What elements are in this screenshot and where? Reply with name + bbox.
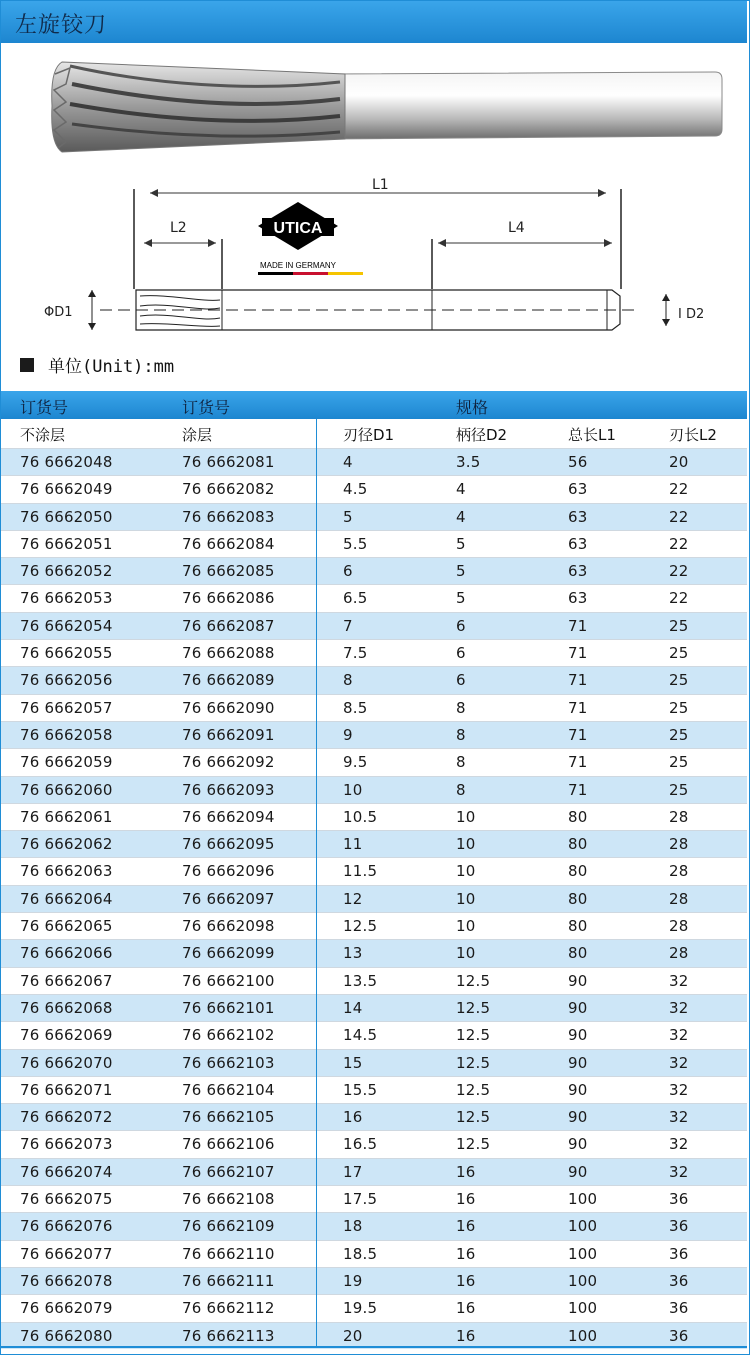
cell-l2: 32 [669,1080,689,1099]
cell-order-coated: 76 6662097 [182,889,275,908]
cell-order-uncoated: 76 6662070 [20,1053,113,1072]
cell-order-uncoated: 76 6662065 [20,917,113,936]
table-row [1,885,747,912]
cell-l1: 90 [568,1053,588,1072]
cell-d2: 8 [456,780,466,799]
cell-order-coated: 76 6662085 [182,562,275,581]
table-row [1,530,747,557]
cell-d1: 16 [343,1108,363,1127]
header-order-no-coated: 订货号 [182,398,231,417]
cell-l2: 32 [669,1108,689,1127]
cell-order-uncoated: 76 6662052 [20,562,113,581]
table-row [1,1103,747,1130]
cell-d2: 12.5 [456,998,491,1017]
table-row [1,694,747,721]
cell-d2: 16 [456,1271,476,1290]
cell-order-coated: 76 6662109 [182,1217,275,1236]
reamer-outline [88,290,670,330]
cell-d1: 12.5 [343,917,378,936]
cell-l1: 90 [568,1080,588,1099]
cell-order-coated: 76 6662113 [182,1326,275,1345]
cell-d2: 16 [456,1244,476,1263]
cell-order-uncoated: 76 6662075 [20,1190,113,1209]
cell-d2: 8 [456,698,466,717]
table-row [1,830,747,857]
cell-order-uncoated: 76 6662080 [20,1326,113,1345]
table-bottom-border [1,1346,747,1348]
table-header-sub [1,420,747,447]
cell-d2: 6 [456,616,466,635]
cell-order-uncoated: 76 6662077 [20,1244,113,1263]
cell-l2: 36 [669,1299,689,1318]
cell-order-uncoated: 76 6662066 [20,944,113,963]
cell-l2: 28 [669,862,689,881]
cell-order-uncoated: 76 6662059 [20,753,113,772]
cell-l1: 56 [568,453,588,471]
cell-order-uncoated: 76 6662071 [20,1080,113,1099]
table-row [1,857,747,884]
cell-l2: 22 [669,562,689,581]
cell-l1: 100 [568,1190,598,1209]
cell-d2: 10 [456,835,476,854]
cell-d1: 16.5 [343,1135,378,1154]
cell-d2: 10 [456,944,476,963]
cell-d1: 19.5 [343,1299,378,1318]
cell-order-coated: 76 6662089 [182,671,275,690]
cell-l1: 100 [568,1244,598,1263]
cell-l1: 71 [568,780,588,799]
table-row [1,1158,747,1185]
cell-d1: 12 [343,889,363,908]
unit-note [20,352,174,377]
cell-order-uncoated: 76 6662049 [20,480,113,499]
table-row [1,776,747,803]
table-row [1,721,747,748]
cell-d2: 16 [456,1162,476,1181]
cell-order-uncoated: 76 6662056 [20,671,113,690]
cell-order-coated: 76 6662101 [182,998,275,1017]
cell-order-uncoated: 76 6662078 [20,1271,113,1290]
cell-order-coated: 76 6662087 [182,616,275,635]
cell-l1: 71 [568,616,588,635]
cell-l1: 100 [568,1299,598,1318]
cell-l2: 25 [669,671,689,690]
cell-order-coated: 76 6662088 [182,644,275,663]
cell-d1: 15 [343,1053,363,1072]
cell-order-uncoated: 76 6662069 [20,1026,113,1045]
cell-l2: 25 [669,644,689,663]
cell-order-coated: 76 6662103 [182,1053,275,1072]
table-row [1,448,747,475]
cell-d2: 5 [456,589,466,608]
dim-l2-label: L2 [170,220,187,236]
cell-d2: 5 [456,562,466,581]
cell-d2: 8 [456,725,466,744]
cell-order-coated: 76 6662095 [182,835,275,854]
header-l1: 总长L1 [568,426,616,444]
cell-order-uncoated: 76 6662076 [20,1217,113,1236]
cell-l2: 20 [669,453,689,471]
header-spec: 规格 [456,398,489,417]
cell-order-uncoated: 76 6662048 [20,453,113,471]
cell-order-coated: 76 6662106 [182,1135,275,1154]
cell-l1: 100 [568,1326,598,1345]
cell-d2: 10 [456,807,476,826]
table-row [1,503,747,530]
cell-d1: 6.5 [343,589,368,608]
cell-l2: 28 [669,835,689,854]
cell-d2: 8 [456,753,466,772]
cell-d2: 10 [456,889,476,908]
title-bar [1,1,747,43]
table-row [1,1021,747,1048]
cell-d1: 4.5 [343,480,368,499]
cell-d2: 6 [456,644,466,663]
cell-d1: 8.5 [343,698,368,717]
cell-l1: 71 [568,644,588,663]
table-row [1,1322,747,1349]
cell-order-coated: 76 6662102 [182,1026,275,1045]
unit-label: 单位(Unit):mm [48,357,175,377]
page-title: 左旋铰刀 [15,13,108,38]
cell-l2: 32 [669,998,689,1017]
cell-d2: 16 [456,1299,476,1318]
cell-l1: 63 [568,534,588,553]
cell-order-coated: 76 6662112 [182,1299,275,1318]
cell-order-uncoated: 76 6662058 [20,725,113,744]
cell-d2: 16 [456,1190,476,1209]
cell-order-coated: 76 6662093 [182,780,275,799]
cell-d1: 5 [343,507,353,526]
table-row [1,1267,747,1294]
cell-l2: 32 [669,971,689,990]
cell-l1: 80 [568,944,588,963]
cell-l2: 25 [669,616,689,635]
cell-d2: 12.5 [456,971,491,990]
header-coated: 涂层 [182,426,213,444]
cell-l1: 80 [568,835,588,854]
cell-l2: 25 [669,698,689,717]
cell-l2: 28 [669,944,689,963]
cell-d2: 4 [456,507,466,526]
cell-l1: 90 [568,1108,588,1127]
cell-order-uncoated: 76 6662063 [20,862,113,881]
cell-order-uncoated: 76 6662057 [20,698,113,717]
table-row [1,1240,747,1267]
table-row [1,612,747,639]
cell-order-coated: 76 6662110 [182,1244,275,1263]
cell-order-coated: 76 6662108 [182,1190,275,1209]
cell-d2: 16 [456,1326,476,1345]
cell-l2: 28 [669,889,689,908]
cell-d2: 12.5 [456,1026,491,1045]
cell-order-coated: 76 6662096 [182,862,275,881]
table-row [1,1294,747,1321]
cell-l1: 80 [568,889,588,908]
cell-d1: 15.5 [343,1080,378,1099]
table-row [1,1130,747,1157]
cell-l1: 90 [568,1135,588,1154]
cell-d1: 17.5 [343,1190,378,1209]
cell-l1: 80 [568,862,588,881]
cell-d1: 6 [343,562,353,581]
table-row [1,584,747,611]
cell-order-coated: 76 6662086 [182,589,275,608]
table-row [1,1076,747,1103]
cell-d1: 9 [343,725,353,744]
dim-l4-label: L4 [508,220,525,236]
cell-l2: 28 [669,807,689,826]
column-divider [316,419,317,1347]
table-row [1,967,747,994]
cell-order-coated: 76 6662107 [182,1162,275,1181]
header-order-no-uncoated: 订货号 [20,398,69,417]
cell-order-uncoated: 76 6662067 [20,971,113,990]
cell-l1: 80 [568,917,588,936]
cell-l1: 90 [568,1162,588,1181]
cell-order-uncoated: 76 6662051 [20,534,113,553]
table-row [1,1049,747,1076]
table-body [1,448,747,1349]
cell-l1: 71 [568,671,588,690]
table-row [1,557,747,584]
cell-order-coated: 76 6662084 [182,534,275,553]
cell-order-uncoated: 76 6662050 [20,507,113,526]
cell-order-coated: 76 6662082 [182,480,275,499]
table-row [1,803,747,830]
cell-order-uncoated: 76 6662079 [20,1299,113,1318]
cell-l1: 100 [568,1271,598,1290]
cell-d1: 7 [343,616,353,635]
cell-d2: 12.5 [456,1053,491,1072]
dim-l1-label: L1 [372,177,389,193]
reamer-drawing [0,44,750,394]
cell-d2: 12.5 [456,1108,491,1127]
cell-order-coated: 76 6662094 [182,807,275,826]
cell-l1: 63 [568,480,588,499]
cell-d1: 5.5 [343,534,368,553]
cell-l1: 100 [568,1217,598,1236]
cell-d1: 13 [343,944,363,963]
reamer-photo [52,62,722,152]
cell-l2: 36 [669,1271,689,1290]
logo-subtext: MADE IN GERMANY [259,261,337,270]
cell-d2: 16 [456,1217,476,1236]
square-bullet-icon [20,358,34,372]
cell-order-coated: 76 6662092 [182,753,275,772]
cell-order-coated: 76 6662090 [182,698,275,717]
cell-order-uncoated: 76 6662060 [20,780,113,799]
cell-order-coated: 76 6662100 [182,971,275,990]
cell-l1: 80 [568,807,588,826]
cell-d1: 14 [343,998,363,1017]
cell-l1: 90 [568,971,588,990]
cell-d2: 5 [456,534,466,553]
header-d2: 柄径D2 [456,426,508,444]
cell-d1: 19 [343,1271,363,1290]
cell-order-coated: 76 6662091 [182,725,275,744]
cell-d1: 8 [343,671,353,690]
cell-l2: 36 [669,1190,689,1209]
cell-l2: 22 [669,589,689,608]
table-row [1,1212,747,1239]
cell-order-coated: 76 6662099 [182,944,275,963]
cell-order-coated: 76 6662083 [182,507,275,526]
cell-l2: 22 [669,480,689,499]
table-row [1,475,747,502]
cell-d2: 3.5 [456,453,481,471]
cell-order-uncoated: 76 6662053 [20,589,113,608]
cell-l2: 36 [669,1326,689,1345]
cell-order-uncoated: 76 6662055 [20,644,113,663]
cell-l2: 32 [669,1026,689,1045]
table-row [1,748,747,775]
header-d1: 刃径D1 [343,426,395,444]
cell-d1: 7.5 [343,644,368,663]
cell-d1: 4 [343,453,353,471]
cell-order-uncoated: 76 6662054 [20,616,113,635]
cell-d1: 13.5 [343,971,378,990]
cell-l1: 90 [568,998,588,1017]
cell-l2: 32 [669,1162,689,1181]
cell-d2: 10 [456,862,476,881]
cell-order-uncoated: 76 6662064 [20,889,113,908]
cell-d1: 14.5 [343,1026,378,1045]
header-uncoated: 不涂层 [20,426,66,444]
cell-d1: 18 [343,1217,363,1236]
cell-d1: 9.5 [343,753,368,772]
cell-l2: 25 [669,780,689,799]
cell-order-coated: 76 6662098 [182,917,275,936]
cell-order-coated: 76 6662105 [182,1108,275,1127]
cell-d2: 10 [456,917,476,936]
cell-d2: 6 [456,671,466,690]
header-l2: 刃长L2 [669,426,717,444]
cell-d1: 11.5 [343,862,378,881]
table-row [1,994,747,1021]
cell-d1: 20 [343,1326,363,1345]
dim-d2-label: I D2 [678,307,705,322]
table-row [1,666,747,693]
table-row [1,1185,747,1212]
cell-l1: 71 [568,725,588,744]
cell-l1: 90 [568,1026,588,1045]
cell-l1: 63 [568,562,588,581]
cell-order-uncoated: 76 6662072 [20,1108,113,1127]
cell-order-uncoated: 76 6662074 [20,1162,113,1181]
table-header-top [1,391,747,419]
cell-l2: 25 [669,725,689,744]
cell-d1: 17 [343,1162,363,1181]
cell-order-uncoated: 76 6662073 [20,1135,113,1154]
cell-d1: 11 [343,835,363,854]
cell-d1: 10 [343,780,363,799]
cell-l2: 32 [669,1053,689,1072]
table-row [1,639,747,666]
cell-d1: 18.5 [343,1244,378,1263]
cell-l2: 32 [669,1135,689,1154]
table-row [1,912,747,939]
cell-l2: 36 [669,1217,689,1236]
table-row [1,939,747,966]
cell-d2: 12.5 [456,1080,491,1099]
dim-d1-label: ΦD1 [44,305,73,320]
cell-d1: 10.5 [343,807,378,826]
cell-l1: 63 [568,589,588,608]
cell-l2: 36 [669,1244,689,1263]
cell-order-uncoated: 76 6662068 [20,998,113,1017]
cell-l2: 22 [669,534,689,553]
cell-order-coated: 76 6662111 [182,1271,275,1290]
cell-d2: 12.5 [456,1135,491,1154]
logo-text: UTICA [273,220,323,237]
cell-l1: 63 [568,507,588,526]
cell-order-coated: 76 6662104 [182,1080,275,1099]
cell-l2: 25 [669,753,689,772]
cell-order-uncoated: 76 6662062 [20,835,113,854]
cell-d2: 4 [456,480,466,499]
cell-l2: 28 [669,917,689,936]
utica-logo [258,202,363,275]
cell-l1: 71 [568,698,588,717]
cell-order-coated: 76 6662081 [182,453,275,471]
cell-order-uncoated: 76 6662061 [20,807,113,826]
cell-l1: 71 [568,753,588,772]
cell-l2: 22 [669,507,689,526]
